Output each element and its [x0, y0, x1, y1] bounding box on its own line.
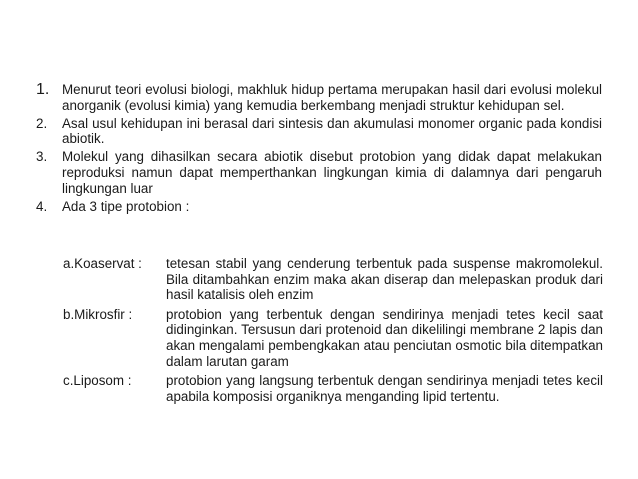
list-text: Menurut teori evolusi biologi, makhluk hidup pertama merupakan hasil dari evolusi molekul anorganik (evolusi kimia) yang kemudia berkembang menjadi struktur kehidupan sel.	[62, 82, 602, 113]
list-text: Asal usul kehidupan ini berasal dari sintesis dan akumulasi monomer organic pada kondisi abiotik.	[62, 115, 602, 147]
type-definition: tetesan stabil yang cenderung terbentuk pada suspense makromolekul. Bila ditambahkan enzim maka akan diserap dan melepaskan produk dari hasil katalisis oleh enzim	[166, 256, 603, 303]
type-label: a.Koaservat :	[63, 256, 142, 271]
type-label: c.Liposom :	[63, 373, 132, 389]
type-label: b.Mikrosfir :	[63, 306, 133, 322]
list-item	[36, 149, 602, 196]
list-text: Molekul yang dihasilkan secara abiotik disebut protobion yang didak dapat melakukan reproduksi namun dapat memperthankan lingkungan kimia di dalamnya dari pengaruh lingkungan luar	[62, 149, 602, 196]
list-text: Ada 3 tipe protobion :	[62, 198, 190, 214]
list-number: 1.	[36, 81, 50, 98]
protobion-types	[63, 256, 603, 408]
numbered-list	[36, 82, 602, 217]
list-item	[36, 199, 602, 215]
type-definition: protobion yang terbentuk dengan sendirinya menjadi tetes kecil saat didinginkan. Tersusun dari protenoid dan dikelilingi membrane 2 lapis dan akan mengalami pembengkakan atau penciutan osmotic bila ditempatkan dalam larutan garam	[166, 306, 603, 369]
type-row-liposom	[63, 373, 603, 404]
type-row-koaservat	[63, 256, 603, 303]
list-item	[36, 82, 602, 113]
type-definition: protobion yang langsung terbentuk dengan sendirinya menjadi tetes kecil apabila komposisi organiknya menganding lipid tertentu.	[166, 373, 603, 404]
list-item	[36, 116, 602, 147]
list-number: 4.	[36, 198, 48, 214]
list-number: 3.	[36, 149, 48, 165]
type-row-mikrosfir	[63, 307, 603, 369]
list-number: 2.	[36, 115, 48, 131]
